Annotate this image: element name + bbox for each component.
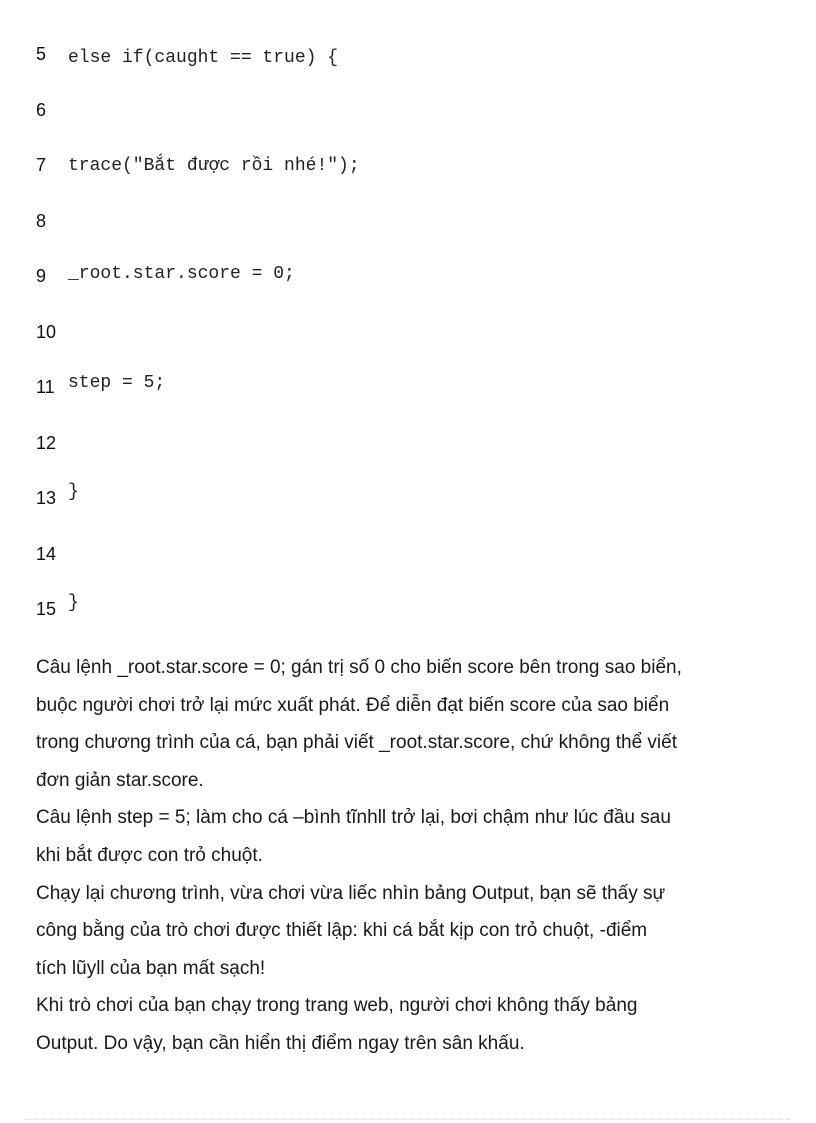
line-number: 9	[36, 266, 47, 286]
paragraph: Câu lệnh step = 5; làm cho cá –bình tĩnhll trở lại, bơi chậm như lúc đầu sau khi bắt được con trỏ chuột.	[36, 807, 671, 866]
line-number: 8	[36, 211, 47, 231]
paragraph: Chạy lại chương trình, vừa chơi vừa liếc nhìn bảng Output, bạn sẽ thấy sự công bằng của trò chơi được thiết lập: khi cá bắt kịp con trỏ chuột, -điểm tích lũyll của bạn mất sạch!	[36, 882, 666, 979]
code-line	[0, 544, 816, 574]
code-line	[0, 593, 816, 629]
code-text: _root.star.score = 0;	[68, 264, 295, 284]
line-number: 6	[36, 100, 47, 120]
code-text: step = 5;	[68, 373, 166, 393]
line-number: 12	[36, 433, 57, 453]
line-number: 11	[36, 377, 55, 397]
code-line	[0, 100, 816, 130]
line-number: 15	[36, 599, 57, 619]
line-number: 10	[36, 322, 57, 342]
code-line	[0, 373, 816, 407]
paragraph: Câu lệnh _root.star.score = 0; gán trị số 0 cho biến score bên trong sao biển, buộc người chơi trở lại mức xuất phát. Để diễn đạt biến score của sao biển trong chương trình của cá, bạn phải viết _root.star.score, chứ không thể viết đơn giản star.score.	[36, 657, 682, 791]
code-text: trace("Bắt được rồi nhé!");	[68, 156, 360, 176]
page-bottom-divider	[26, 1119, 790, 1120]
code-line	[0, 266, 816, 296]
code-line	[0, 211, 816, 241]
code-text: }	[68, 593, 79, 613]
paragraph: Khi trò chơi của bạn chạy trong trang web, người chơi không thấy bảng Output. Do vậy, bạn cần hiển thị điểm ngay trên sân khấu.	[36, 995, 638, 1054]
line-number: 5	[36, 44, 47, 64]
code-line	[0, 482, 816, 518]
code-text: }	[68, 482, 79, 502]
code-line	[0, 44, 816, 74]
code-line	[0, 433, 816, 463]
line-number: 7	[36, 155, 47, 175]
line-number: 14	[36, 544, 57, 564]
line-number: 13	[36, 488, 57, 508]
code-text: else if(caught == true) {	[68, 48, 339, 68]
code-line	[0, 322, 816, 352]
code-line	[0, 155, 816, 185]
body-text	[36, 649, 796, 1063]
